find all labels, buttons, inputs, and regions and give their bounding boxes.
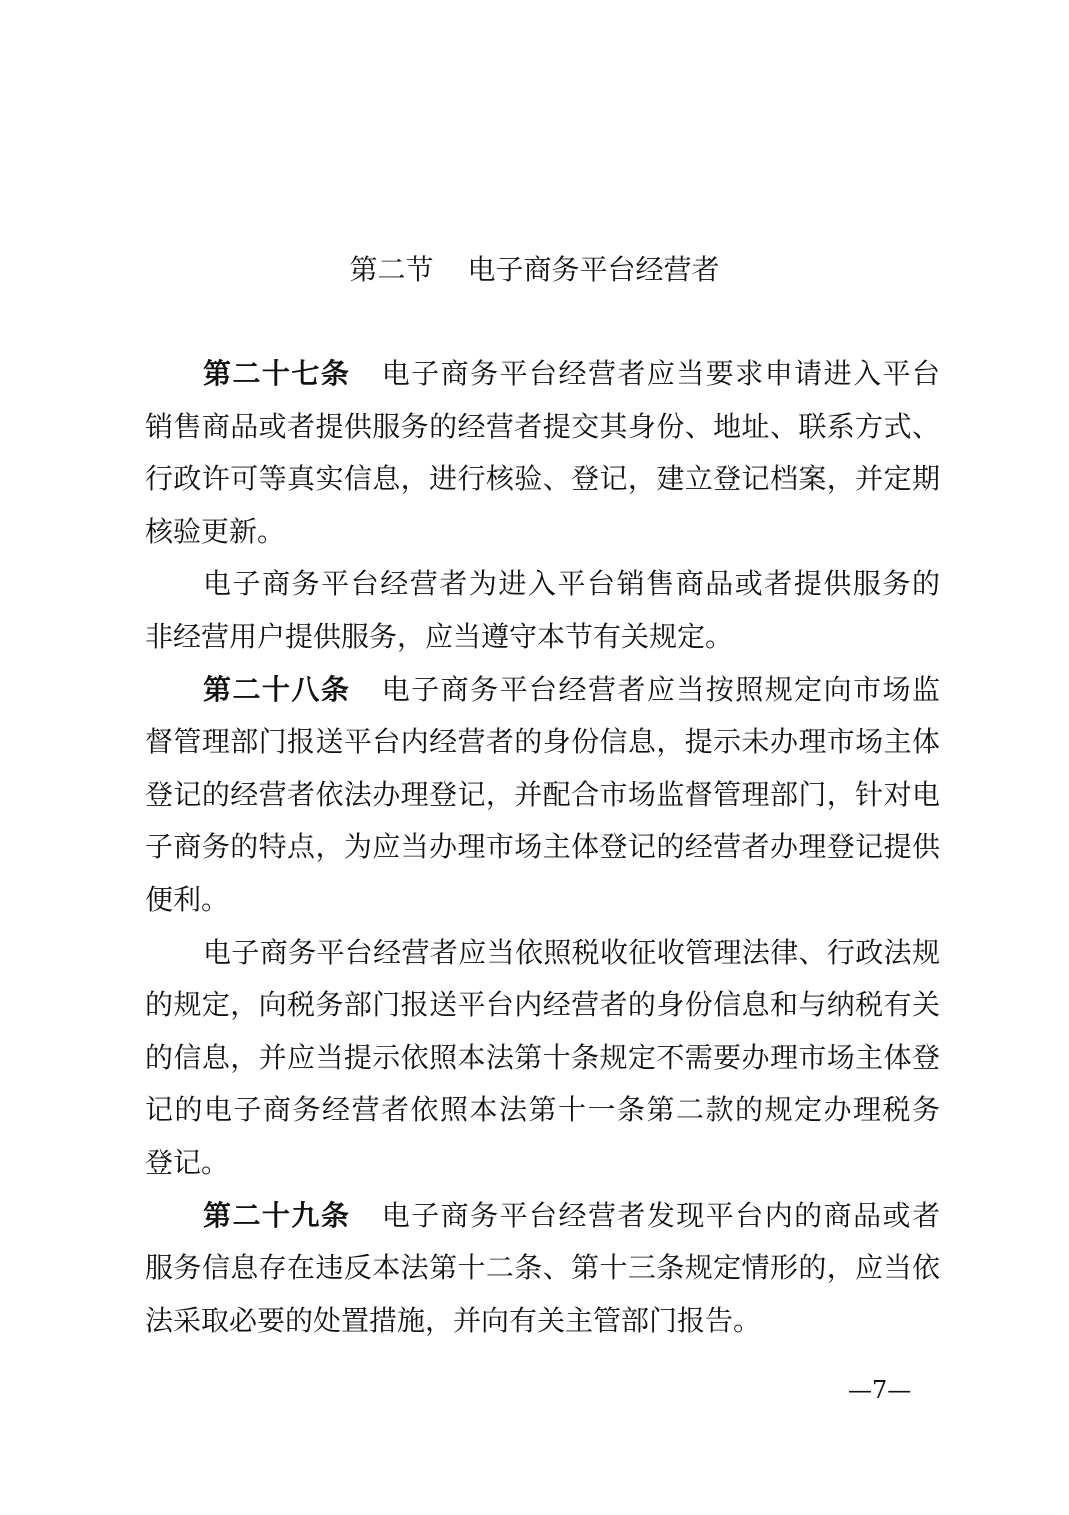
article-number: 第二十八条 — [203, 672, 351, 706]
line-text: 非经营用户提供服务，应当遵守本节有关规定。 — [145, 619, 734, 653]
text-line — [145, 1242, 940, 1295]
page-number: —7— — [848, 1376, 912, 1404]
line-text: 服务信息存在违反本法第十二条、第十三条规定情形的，应当依 — [145, 1251, 940, 1285]
text-line — [145, 1084, 940, 1137]
section-title — [0, 250, 1069, 290]
text-line — [145, 558, 940, 611]
line-text: 的规定，向税务部门报送平台内经营者的身份信息和与纳税有关 — [145, 988, 940, 1022]
text-line — [145, 348, 940, 401]
section-number: 第二节 — [349, 253, 434, 286]
line-text: 法采取必要的处置措施，并向有关主管部门报告。 — [145, 1303, 762, 1337]
line-text: 行政许可等真实信息，进行核验、登记，建立登记档案，并定期 — [145, 462, 940, 496]
line-text: 登记的经营者依法办理登记，并配合市场监督管理部门，针对电 — [145, 777, 940, 811]
text-line — [145, 1295, 940, 1348]
text-line — [145, 821, 940, 874]
text-line — [145, 874, 940, 927]
article-paragraph — [145, 348, 940, 558]
line-text: 电子商务平台经营者发现平台内的商品或者 — [380, 1198, 940, 1232]
line-text: 记的电子商务经营者依照本法第十一条第二款的规定办理税务 — [145, 1093, 940, 1127]
line-text: 便利。 — [145, 882, 230, 916]
line-text: 销售商品或者提供服务的经营者提交其身份、地址、联系方式、 — [145, 409, 940, 443]
text-line — [145, 453, 940, 506]
line-text: 的信息，并应当提示依照本法第十条规定不需要办理市场主体登 — [145, 1040, 940, 1074]
line-text: 电子商务平台经营者为进入平台销售商品或者提供服务的 — [203, 567, 940, 601]
document-body — [145, 348, 940, 1347]
line-text: 电子商务平台经营者应当要求申请进入平台 — [380, 357, 940, 390]
line-text: 登记。 — [145, 1145, 230, 1179]
line-text: 核验更新。 — [145, 514, 286, 548]
text-line — [145, 716, 940, 769]
article-paragraph — [145, 664, 940, 927]
text-line — [145, 769, 940, 822]
line-text: 督管理部门报送平台内经营者的身份信息，提示未办理市场主体 — [145, 725, 940, 759]
text-line — [145, 401, 940, 454]
text-line — [145, 1190, 940, 1243]
paragraph — [145, 558, 940, 663]
line-text: 子商务的特点，为应当办理市场主体登记的经营者办理登记提供 — [145, 830, 940, 864]
line-text: 电子商务平台经营者应当按照规定向市场监 — [380, 672, 940, 706]
line-text: 电子商务平台经营者应当依照税收征收管理法律、行政法规 — [203, 935, 940, 969]
text-line — [145, 506, 940, 559]
section-name: 电子商务平台经营者 — [467, 253, 720, 286]
article-paragraph — [145, 1190, 940, 1348]
text-line — [145, 1032, 940, 1085]
text-line — [145, 1137, 940, 1190]
text-line — [145, 664, 940, 717]
text-line — [145, 927, 940, 980]
article-number: 第二十七条 — [203, 357, 351, 390]
article-number: 第二十九条 — [203, 1198, 351, 1232]
text-line — [145, 611, 940, 664]
text-line — [145, 979, 940, 1032]
paragraph — [145, 927, 940, 1190]
